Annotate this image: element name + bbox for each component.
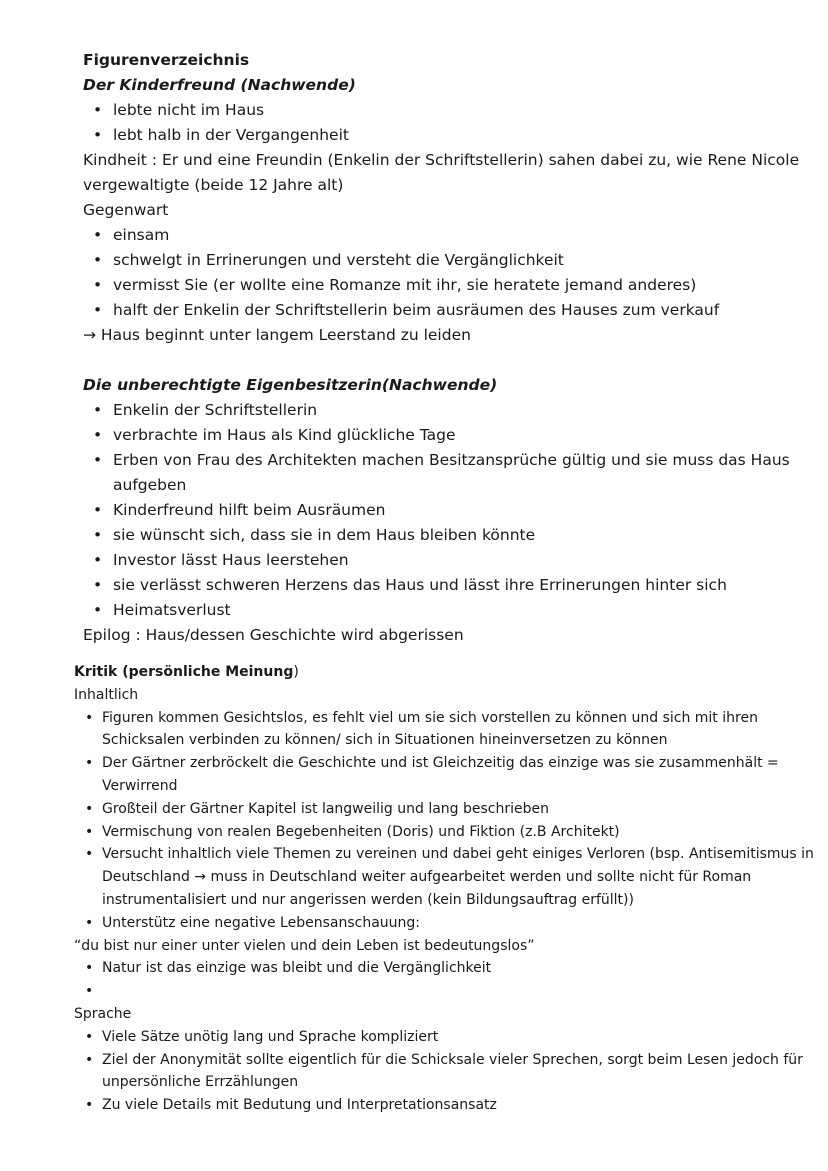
list-item: • lebt halb in der Vergangenheit: [83, 123, 803, 148]
list-item: • Figuren kommen Gesichtslos, es fehlt viel um sie sich vorstellen zu können und sich mit ihren Schicksalen verbinden zu können/ sich in Situationen hineinversetzen zu können: [74, 707, 814, 753]
list-item: • schwelgt in Errinerungen und versteht die Vergänglichkeit: [83, 248, 803, 273]
list-item: • Ziel der Anonymität sollte eigentlich für die Schicksale vieler Sprechen, sorgt beim Lesen jedoch für unpersönliche Errzählungen: [74, 1049, 814, 1095]
list-item: • Der Gärtner zerbröckelt die Geschichte und ist Gleichzeitig das einzige was sie zusammenhält = Verwirrend: [74, 752, 814, 798]
kinderfreund-childhood: Kindheit : Er und eine Freundin (Enkelin der Schriftstellerin) sahen dabei zu, wie Rene Nicole vergewaltigte (beide 12 Jahre alt): [83, 151, 800, 194]
eigenbesitzerin-list: [83, 398, 803, 623]
language-list: [74, 1026, 814, 1117]
content-list: [74, 707, 814, 935]
kinderfreund-title: Der Kinderfreund (Nachwende): [83, 76, 356, 94]
list-item: • Investor lässt Haus leerstehen: [83, 548, 803, 573]
list-item: • Viele Sätze unötig lang und Sprache kompliziert: [74, 1026, 814, 1049]
list-item: • Heimatsverlust: [83, 598, 803, 623]
list-item: • Versucht inhaltlich viele Themen zu vereinen und dabei geht einiges Verloren (bsp. Antisemitismus in Deutschland → muss in Deutschland weiter aufgearbeitet werden und sollte nicht für Roman instrumentalisiert und nur angerissen werden (kein Bildungsauftrag erfüllt)): [74, 843, 814, 911]
list-item: • sie wünscht sich, dass sie in dem Haus bleiben könnte: [83, 523, 803, 548]
critique-title-text: Kritik (persönliche Meinung: [74, 664, 294, 680]
quote: “du bist nur einer unter vielen und dein Leben ist bedeutungslos”: [74, 937, 535, 954]
language-label: Sprache: [74, 1005, 132, 1022]
present-list: [83, 223, 803, 323]
kinderfreund-list: [83, 98, 803, 148]
kinderfreund-conclusion: → Haus beginnt unter langem Leerstand zu leiden: [83, 326, 471, 344]
figures-section: [83, 48, 803, 648]
list-item: • Erben von Frau des Architekten machen Besitzansprüche gültig und sie muss das Haus aufgeben: [83, 448, 803, 498]
critique-title-close: ): [293, 664, 299, 680]
list-item: • Großteil der Gärtner Kapitel ist langweilig und lang beschrieben: [74, 798, 814, 821]
list-item: • vermisst Sie (er wollte eine Romanze mit ihr, sie heratete jemand anderes): [83, 273, 803, 298]
present-label: Gegenwart: [83, 201, 169, 219]
list-item: • Zu viele Details mit Bedutung und Interpretationsansatz: [74, 1094, 814, 1117]
content-label: Inhaltlich: [74, 686, 139, 703]
list-item: • Enkelin der Schriftstellerin: [83, 398, 803, 423]
list-item: • Vermischung von realen Begebenheiten (Doris) und Fiktion (z.B Architekt): [74, 821, 814, 844]
critique-section: [74, 661, 814, 1117]
list-item: • halft der Enkelin der Schriftstellerin beim ausräumen des Hauses zum verkauf: [83, 298, 803, 323]
list-item: • Natur ist das einzige was bleibt und die Vergänglichkeit: [74, 957, 814, 980]
list-item: • sie verlässt schweren Herzens das Haus und lässt ihre Errinerungen hinter sich: [83, 573, 803, 598]
list-item: • lebte nicht im Haus: [83, 98, 803, 123]
figures-heading: Figurenverzeichnis: [83, 51, 250, 69]
critique-title: [74, 661, 814, 684]
list-item-empty: [74, 980, 814, 1003]
list-item: • Unterstütz eine negative Lebensanschauung:: [74, 912, 814, 935]
eigenbesitzerin-title: Die unberechtigte Eigenbesitzerin(Nachwende): [83, 376, 498, 394]
list-item: • Kinderfreund hilft beim Ausräumen: [83, 498, 803, 523]
list-item: • einsam: [83, 223, 803, 248]
epilog: Epilog : Haus/dessen Geschichte wird abgerissen: [83, 626, 464, 644]
list-item: • verbrachte im Haus als Kind glückliche Tage: [83, 423, 803, 448]
quote-list: [74, 957, 814, 1003]
